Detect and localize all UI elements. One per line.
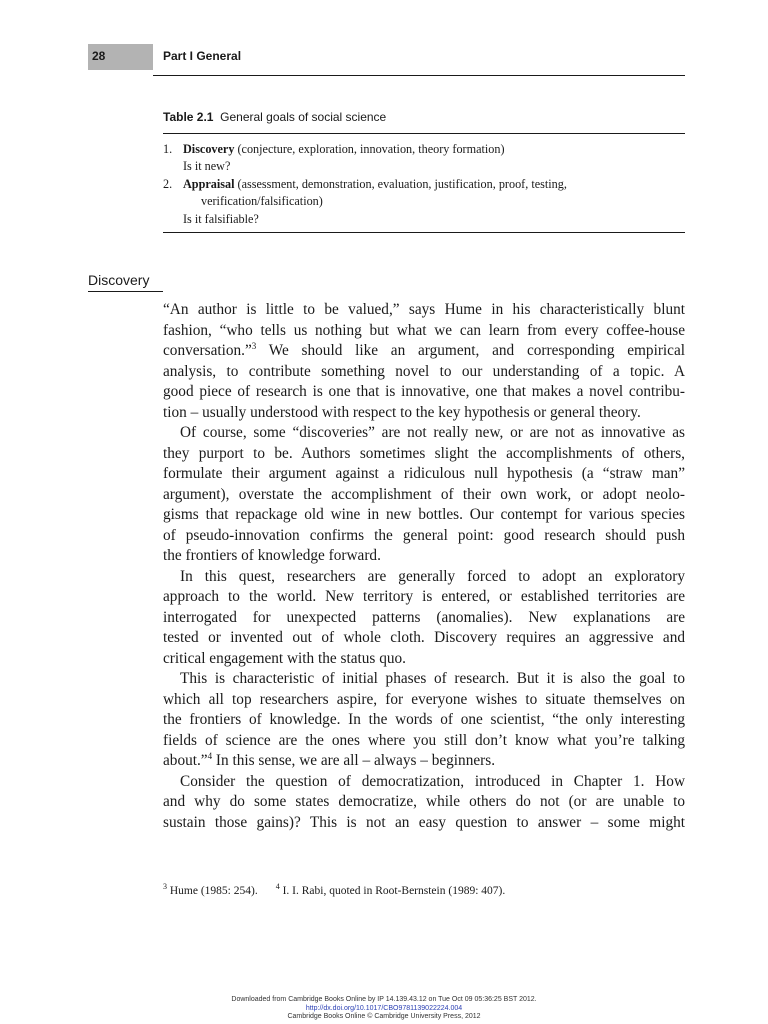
row-description: (assessment, demonstration, evaluation, justification, proof, testing, xyxy=(234,176,567,191)
copyright-line: Cambridge Books Online © Cambridge University Press, 2012 xyxy=(287,1013,481,1020)
text-line: formulate their argument against a ridiculous null hypothesis (a “straw man” xyxy=(163,465,685,482)
goals-table xyxy=(163,141,685,228)
row-term: Discovery xyxy=(183,142,235,156)
page-number: 28 xyxy=(92,49,106,63)
text-line: approach to the world. New territory is entered, or established territories are xyxy=(163,588,685,605)
running-head: Part I General xyxy=(163,49,242,63)
section-heading-rule xyxy=(88,291,163,292)
table-row-appraisal xyxy=(163,176,685,193)
text-line: and why do some states democratize, while others do not (or are unable to xyxy=(163,793,685,810)
text-line: tion – usually understood with respect to the key hypothesis or general theory. xyxy=(163,403,641,421)
text-line: sustain those gains)? This is not an easy question to answer – some might xyxy=(163,813,685,831)
body-text xyxy=(163,300,685,833)
row-number: 1. xyxy=(163,142,173,156)
footnote-ref: 3 xyxy=(251,341,257,351)
text-line: Consider the question of democratization, introduced in Chapter 1. How xyxy=(180,772,685,790)
footnote-3: $^3$ Hume (1985: 254). xyxy=(163,882,258,897)
table-row-question: Is it falsifiable? xyxy=(183,211,259,226)
table-label: Table 2.1 xyxy=(163,110,214,124)
download-notice xyxy=(0,996,768,1022)
table-top-rule xyxy=(163,133,685,134)
text-line: critical engagement with the status quo. xyxy=(163,649,406,667)
text-line: fashion, “who tells us nothing but what we can learn from every coffee-house xyxy=(163,321,685,339)
table-row-question: Is it new? xyxy=(183,159,231,174)
text-line: fields of science are the ones where you still don’t know what you’re talking xyxy=(163,731,685,749)
text-line: the frontiers of knowledge. In the words of one scientist, “the only interesting xyxy=(163,711,685,728)
text-line: they purport to be. Authors sometimes slight the accomplishments of others, xyxy=(163,444,685,462)
text-line: which all top researchers aspire, for everyone wishes to situate themselves on xyxy=(163,690,685,708)
footnotes xyxy=(163,882,506,897)
text-line: This is characteristic of initial phases of research. But it is also the goal to xyxy=(180,670,685,687)
row-number: 2. xyxy=(163,176,173,191)
text-line: of pseudo-innovation confirms the general point: good research should push xyxy=(163,526,685,544)
text-line: argument), overstate the accomplishment of their own work, or adopt neolo- xyxy=(163,485,685,503)
section-heading: Discovery xyxy=(88,272,150,288)
text-line: good piece of research is one that is innovative, one that makes a novel contribu- xyxy=(163,383,685,400)
text-line: interrogated for unexpected patterns (anomalies). New explanations are xyxy=(163,608,685,626)
footnote-4: $^4$ I. I. Rabi, quoted in Root-Bernstein (1989: 407). xyxy=(275,882,506,897)
table-caption xyxy=(163,110,386,124)
doi-link[interactable]: http://dx.doi.org/10.1017/CBO9781139022224.004 xyxy=(305,1004,463,1012)
table-title: General goals of social science xyxy=(220,110,387,124)
table-bottom-rule xyxy=(163,232,685,233)
text-line: the frontiers of knowledge forward. xyxy=(163,547,381,564)
text-line: Of course, some “discoveries” are not really new, or are not as innovative as xyxy=(180,424,685,441)
row-term: Appraisal xyxy=(183,176,235,191)
table-row-discovery xyxy=(163,141,685,158)
row-description: (conjecture, exploration, innovation, theory formation) xyxy=(234,142,505,156)
download-line: Downloaded from Cambridge Books Online by IP 14.139.43.12 on Tue Oct 09 05:36:25 BST 2012. xyxy=(231,996,537,1003)
text-line: tested or invented out of whole cloth. Discovery requires an aggressive and xyxy=(163,629,685,646)
table-row-continuation: verification/falsification) xyxy=(201,194,323,209)
text-line: “An author is little to be valued,” says Hume in his characteristically blunt xyxy=(163,301,685,318)
text-line: In this quest, researchers are generally forced to adopt an exploratory xyxy=(180,567,685,585)
footnote-ref: 4 xyxy=(207,751,213,761)
header-rule xyxy=(153,75,685,76)
text-line: analysis, to contribute something novel to our understanding of a topic. A xyxy=(163,362,685,380)
text-line: conversation.”$^3$ We should like an argument, and corresponding empirical xyxy=(163,341,685,359)
text-line: gisms that repackage old wine in new bottles. Our contempt for various species xyxy=(163,506,685,523)
text-line: about.”$^4$ In this sense, we are all – always – beginners. xyxy=(163,751,496,769)
